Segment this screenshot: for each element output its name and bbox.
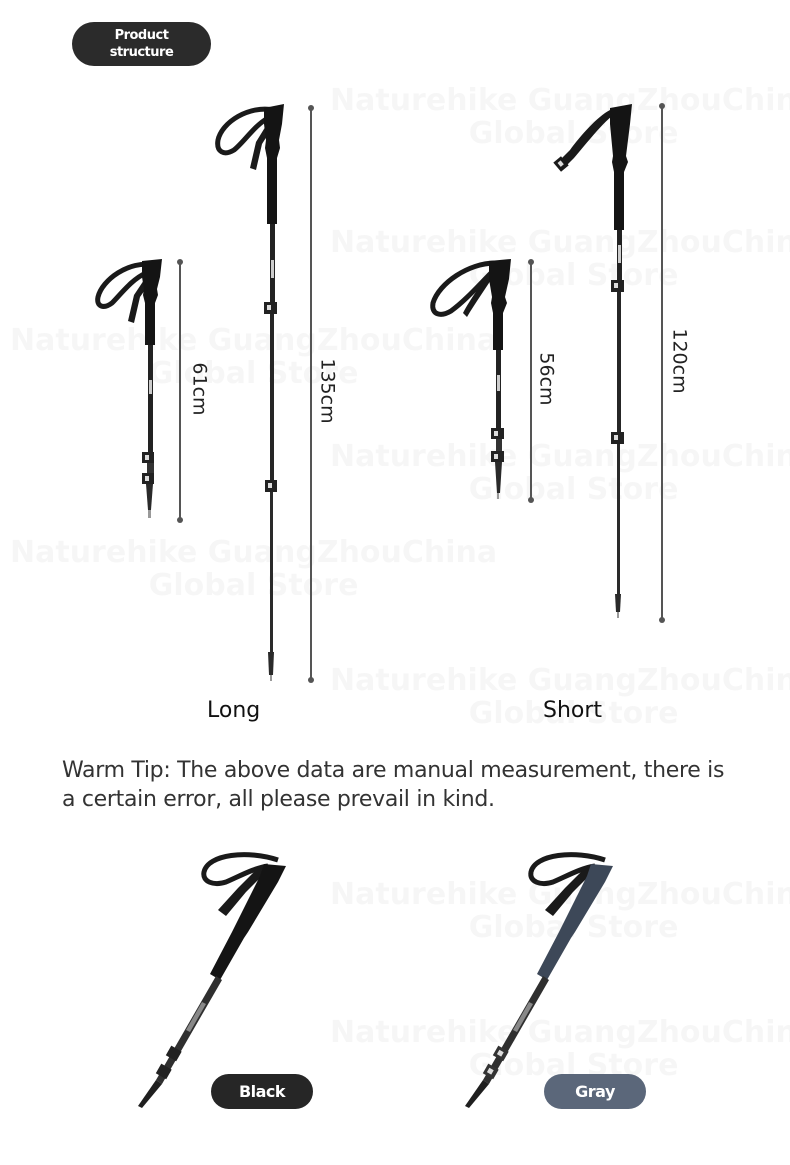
- color-option-gray[interactable]: Gray: [544, 1074, 646, 1109]
- long-label: Long: [207, 698, 261, 723]
- product-structure-badge: [72, 22, 211, 66]
- warm-tip-note: Warm Tip: The above data are manual measurement, there is a certain error, all please prevail in kind.: [62, 758, 725, 812]
- color-option-black[interactable]: Black: [211, 1074, 313, 1109]
- badge-line: structure: [109, 45, 174, 60]
- long-extended-length-label: 135cm: [316, 358, 339, 424]
- short-folded-length-label: 56cm: [535, 352, 558, 406]
- long-extended-dimension-line: [310, 108, 312, 680]
- long-folded-pole-image: [94, 255, 174, 525]
- badge-line: Product: [114, 28, 169, 43]
- short-extended-dimension-line: [661, 106, 663, 620]
- short-folded-pole-image: [429, 255, 519, 505]
- long-folded-dimension-line: [179, 262, 181, 520]
- short-extended-pole-image: [550, 100, 640, 625]
- short-folded-dimension-line: [530, 262, 532, 500]
- short-label: Short: [543, 698, 603, 723]
- long-folded-length-label: 61cm: [188, 362, 211, 416]
- short-extended-length-label: 120cm: [668, 328, 691, 394]
- watermark-line: [330, 664, 790, 697]
- long-extended-pole-image: [214, 100, 294, 685]
